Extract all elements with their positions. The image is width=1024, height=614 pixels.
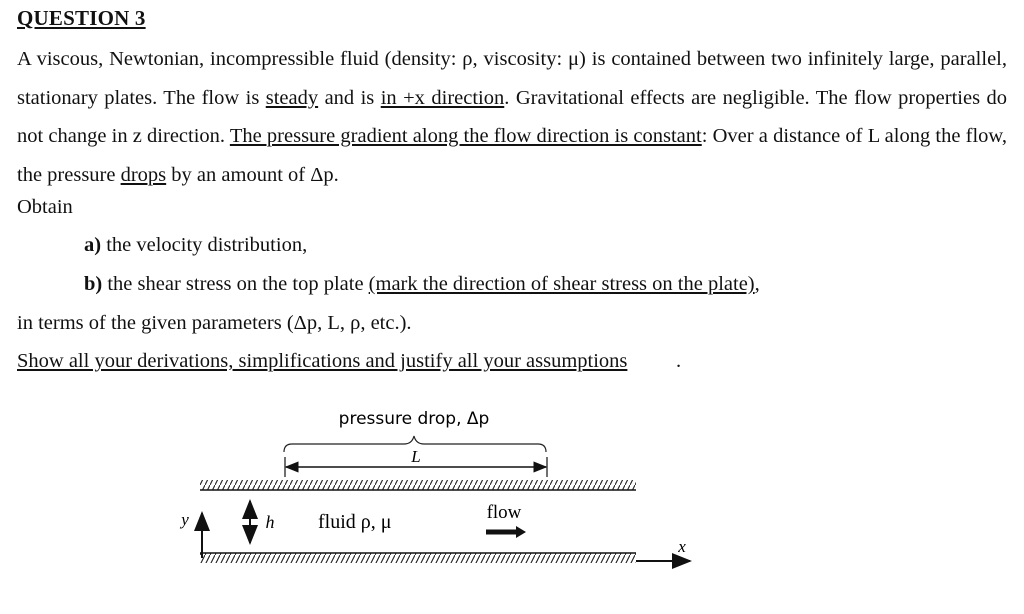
y-axis-label: y bbox=[181, 510, 189, 529]
problem-statement bbox=[17, 40, 1007, 194]
fluid-label: fluid ρ, μ bbox=[318, 511, 392, 533]
item-a-text: the velocity distribution, bbox=[101, 234, 308, 256]
statement-part-5: by an amount of Δp. bbox=[166, 163, 339, 186]
statement-steady: steady bbox=[265, 86, 319, 109]
gap-height-label: h bbox=[265, 512, 275, 532]
item-a bbox=[84, 234, 307, 257]
instructions-period: . bbox=[676, 350, 682, 372]
item-b-end: , bbox=[754, 273, 760, 295]
statement-part-3: . Gravitational effects are negligible. The flow properties do not change in z direction. bbox=[17, 86, 1008, 147]
bottom-plate-hatch bbox=[200, 553, 636, 563]
flow-arrow-head bbox=[516, 526, 526, 538]
item-b-label: b) bbox=[84, 273, 103, 295]
item-a-label: a) bbox=[84, 234, 102, 256]
statement-part-2: and is bbox=[318, 86, 381, 109]
obtain-label: Obtain bbox=[17, 196, 73, 218]
statement-drops: drops bbox=[120, 163, 167, 186]
flow-label: flow bbox=[486, 502, 522, 523]
statement-gradient: The pressure gradient along the flow direction is constant bbox=[229, 125, 702, 147]
instructions-line bbox=[17, 350, 627, 373]
statement-direction: in +x direction bbox=[380, 86, 505, 109]
question-title: QUESTION 3 bbox=[17, 6, 146, 30]
pressure-drop-label: pressure drop, Δp bbox=[338, 409, 490, 429]
item-b-underlined: (mark the direction of shear stress on the plate) bbox=[368, 273, 755, 295]
statement-part-4: : Over a distance of L along the flow, the pressure bbox=[17, 125, 1007, 186]
top-plate-hatch bbox=[200, 480, 636, 490]
channel-flow-diagram bbox=[0, 395, 1024, 614]
instructions-text: Show all your derivations, simplifications and justify all your assumptions bbox=[17, 350, 628, 372]
item-b-text: the shear stress on the top plate bbox=[102, 273, 369, 295]
x-axis-label: x bbox=[678, 537, 686, 556]
statement-part-1: A viscous, Newtonian, incompressible fluid (density: ρ, viscosity: μ) is contained between two infinitely large, parallel, stationary plates. The flow is bbox=[17, 48, 1007, 109]
terms-line: in terms of the given parameters (Δp, L, ρ, etc.). bbox=[17, 312, 412, 334]
length-label: L bbox=[411, 447, 421, 466]
item-b bbox=[84, 273, 760, 296]
